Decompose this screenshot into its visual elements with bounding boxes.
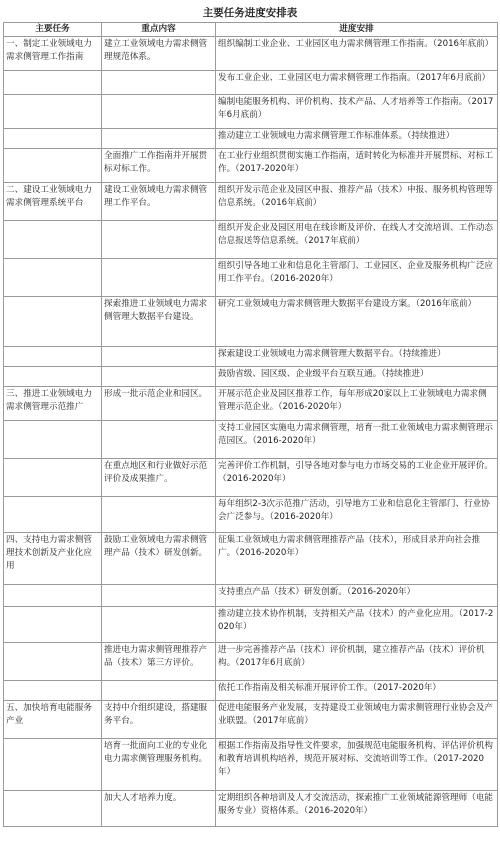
cell-content: 形成一批示范企业和园区。 <box>102 387 216 421</box>
cell-content: 探索推进工业领域电力需求侧管理大数据平台建设。 <box>102 297 216 347</box>
cell-content <box>102 259 216 297</box>
table-row <box>4 607 498 643</box>
cell-task: 四、支持电力需求侧管理技术创新及产业化应用 <box>4 533 102 585</box>
table-row <box>4 367 498 387</box>
cell-schedule: 推动建立技术协作机制，支持相关产品（技术）的产业化应用。（2017-2020年） <box>216 607 498 643</box>
cell-content <box>102 71 216 95</box>
table-row <box>4 347 498 367</box>
cell-content: 鼓励工业领域电力需求侧管理产品（技术）研发创新。 <box>102 533 216 585</box>
cell-schedule: 探索建设工业领域电力需求侧管理大数据平台。（持续推进） <box>216 347 498 367</box>
cell-content: 加大人才培养力度。 <box>102 791 216 827</box>
header-task: 主要任务 <box>4 23 102 37</box>
cell-schedule: 在工业行业组织贯彻实施工作指南，适时转化为标准并开展贯标、对标工作。（2017-2020年） <box>216 149 498 183</box>
cell-schedule: 定期组织各种培训及人才交流活动，探索推广工业领域能源管理师（电能服务专业）资格体系。（2016-2020年） <box>216 791 498 827</box>
table-row <box>4 183 498 221</box>
table-row <box>4 129 498 149</box>
cell-content <box>102 497 216 533</box>
cell-task <box>4 347 102 367</box>
cell-schedule: 组织引导各地工业和信息化主管部门、工业园区、企业及服务机构广泛应用工作平台。（2016-2020年） <box>216 259 498 297</box>
cell-schedule: 依托工作指南及相关标准开展评价工作。（2017-2020年） <box>216 681 498 701</box>
cell-content: 培育一批面向工业的专业化电力需求侧管理服务机构。 <box>102 739 216 791</box>
cell-task <box>4 259 102 297</box>
cell-content <box>102 129 216 149</box>
cell-content <box>102 95 216 129</box>
cell-schedule: 支持工业园区实施电力需求侧管理，培育一批工业领域电力需求侧管理示范园区。（2016-2020年） <box>216 421 498 459</box>
cell-schedule: 组织开发示范企业及园区申报、推荐产品（技术）申报、服务机构管理等信息系统。（2016年底前） <box>216 183 498 221</box>
cell-task <box>4 643 102 681</box>
cell-content <box>102 367 216 387</box>
cell-task <box>4 149 102 183</box>
header-schedule: 进度安排 <box>216 23 498 37</box>
cell-schedule: 完善评价工作机制，引导各地对参与电力市场交易的工业企业开展评价。（2016-2020年） <box>216 459 498 497</box>
table-row <box>4 421 498 459</box>
cell-task: 二、建设工业领域电力需求侧管理系统平台 <box>4 183 102 221</box>
table-body <box>4 37 498 827</box>
table-row <box>4 643 498 681</box>
cell-task <box>4 497 102 533</box>
table-row <box>4 533 498 585</box>
table-row <box>4 387 498 421</box>
cell-schedule: 研究工业领域电力需求侧管理大数据平台建设方案。（2016年底前） <box>216 297 498 347</box>
cell-schedule: 组织编制工业企业、工业园区电力需求侧管理工作指南。（2016年底前） <box>216 37 498 71</box>
cell-schedule: 编制电能服务机构、评价机构、技术产品、人才培养等工作指南。（2017年6月底前） <box>216 95 498 129</box>
cell-schedule: 征集工业领域电力需求侧管理推荐产品（技术），形成目录并向社会推广。（2016-2020年） <box>216 533 498 585</box>
cell-schedule: 促进电能服务产业发展，支持建设工业领域电力需求侧管理行业协会及产业联盟。（2017年底前） <box>216 701 498 739</box>
table-row <box>4 71 498 95</box>
cell-task <box>4 367 102 387</box>
header-row <box>4 23 498 37</box>
table-row <box>4 95 498 129</box>
table-row <box>4 681 498 701</box>
cell-schedule: 每年组织2-3次示范推广活动，引导地方工业和信息化主管部门、行业协会广泛参与。（2016-2020年） <box>216 497 498 533</box>
cell-schedule: 推动建立工业领域电力需求侧管理工作标准体系。（持续推进） <box>216 129 498 149</box>
cell-task <box>4 221 102 259</box>
cell-schedule: 鼓励省级、园区级、企业级平台互联互通。（持续推进） <box>216 367 498 387</box>
table-row <box>4 739 498 791</box>
table-row <box>4 259 498 297</box>
cell-task <box>4 585 102 607</box>
cell-task <box>4 421 102 459</box>
cell-task: 五、加快培育电能服务产业 <box>4 701 102 739</box>
table-row <box>4 701 498 739</box>
cell-content <box>102 421 216 459</box>
cell-content: 推进电力需求侧管理推荐产品（技术）第三方评价。 <box>102 643 216 681</box>
table-row <box>4 149 498 183</box>
table-row <box>4 37 498 71</box>
cell-task: 一、制定工业领域电力需求侧管理工作指南 <box>4 37 102 71</box>
cell-content <box>102 585 216 607</box>
cell-task <box>4 607 102 643</box>
cell-content: 支持中介组织建设，搭建服务平台。 <box>102 701 216 739</box>
table-row <box>4 585 498 607</box>
cell-task <box>4 681 102 701</box>
cell-schedule: 组织开发企业及园区用电在线诊断及评价、在线人才交流培训、工作动态信息报送等信息系统。（2017年底前） <box>216 221 498 259</box>
cell-content <box>102 221 216 259</box>
cell-schedule: 支持重点产品（技术）研发创新。（2016-2020年） <box>216 585 498 607</box>
cell-task <box>4 129 102 149</box>
cell-content <box>102 681 216 701</box>
cell-schedule: 开展示范企业及园区推荐工作，每年形成20家以上工业领域电力需求侧管理示范企业。（2016-2020年） <box>216 387 498 421</box>
cell-task <box>4 739 102 791</box>
cell-content: 建设工业领域电力需求侧管理工作平台。 <box>102 183 216 221</box>
cell-content <box>102 347 216 367</box>
cell-task <box>4 71 102 95</box>
table-row <box>4 459 498 497</box>
cell-content: 在重点地区和行业做好示范评价及成果推广。 <box>102 459 216 497</box>
cell-task: 三、推进工业领域电力需求侧管理示范推广 <box>4 387 102 421</box>
cell-task <box>4 459 102 497</box>
cell-schedule: 发布工业企业、工业园区电力需求侧管理工作指南。（2017年6月底前） <box>216 71 498 95</box>
cell-content <box>102 607 216 643</box>
cell-content: 全面推广工作指南并开展贯标对标工作。 <box>102 149 216 183</box>
table-title: 主要任务进度安排表 <box>202 7 298 19</box>
cell-content: 建立工业领域电力需求侧管理规范体系。 <box>102 37 216 71</box>
cell-schedule: 进一步完善推荐产品（技术）评价机制，建立推荐产品（技术）评价机构。（2017年6月底前） <box>216 643 498 681</box>
header-content: 重点内容 <box>102 23 216 37</box>
cell-task <box>4 791 102 827</box>
table-row <box>4 221 498 259</box>
table-row <box>4 497 498 533</box>
table-row <box>4 791 498 827</box>
table-row <box>4 297 498 347</box>
cell-task <box>4 95 102 129</box>
cell-schedule: 根据工作指南及指导性文件要求，加强规范电能服务机构、评估评价机构和教育培训机构培养，规范开展对标、交流培训等工作。（2017-2020年） <box>216 739 498 791</box>
cell-task <box>4 297 102 347</box>
schedule-table <box>3 22 498 827</box>
